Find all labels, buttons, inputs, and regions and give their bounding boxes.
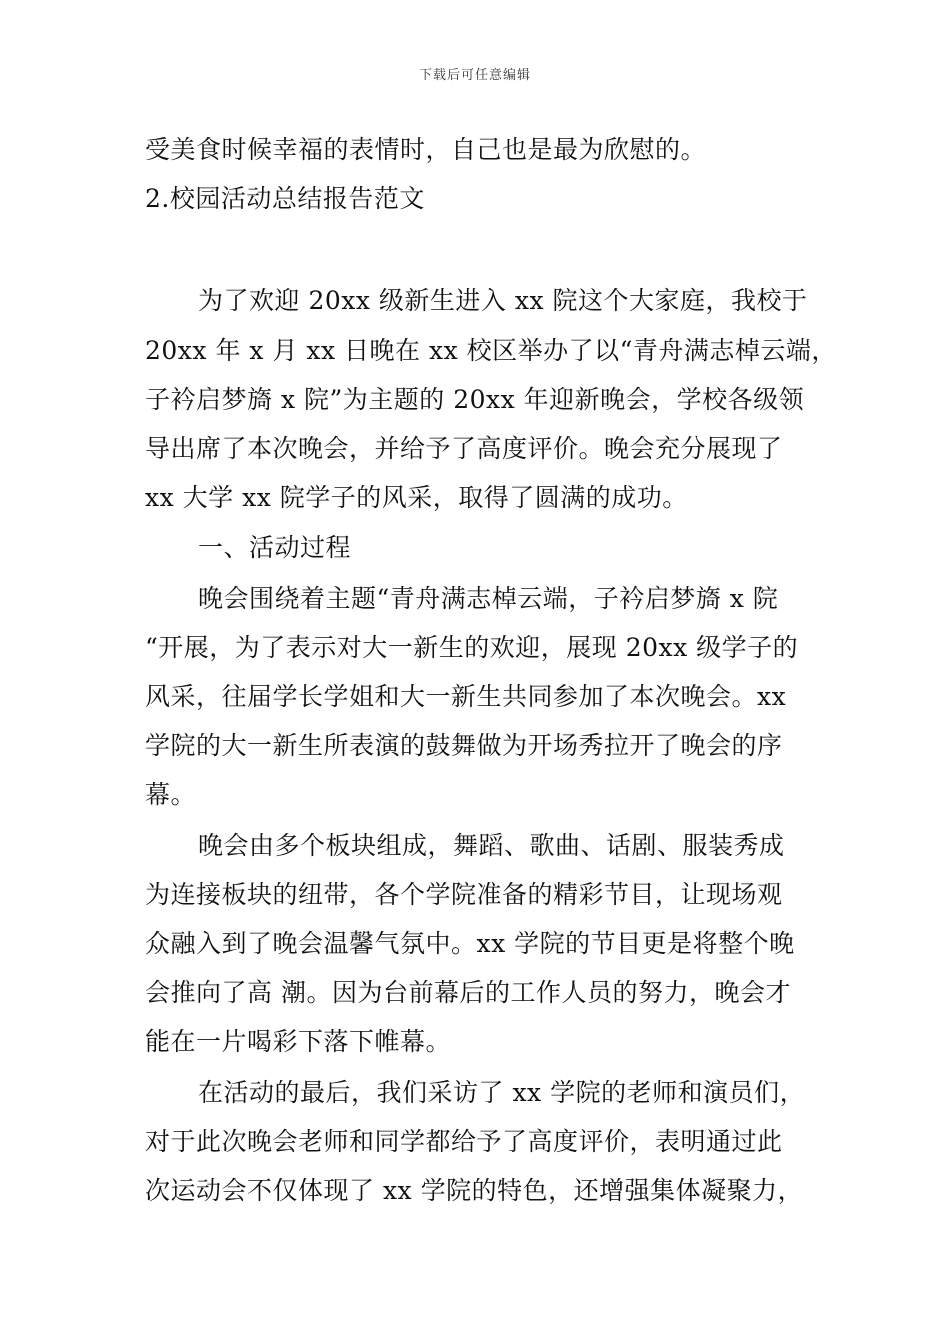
page-header: 下载后可任意编辑 [418,68,531,83]
text-line: 风采，往届学长学姐和大一新生共同参加了本次晚会。xx [145,682,787,711]
text-line: 晚会由多个板块组成，舞蹈、歌曲、话剧、服装秀成 [198,831,785,860]
text-line: 能在一片喝彩下落下帷幕。 [145,1027,452,1056]
section-heading: 2.校园活动总结报告范文 [145,184,425,213]
text-line: 对于此次晚会老师和同学都给予了高度评价，表明通过此 [145,1127,783,1156]
text-line: 会推向了高 潮。因为台前幕后的工作人员的努力，晚会才 [145,978,791,1007]
text-line: 子衿启梦旖 x 院”为主题的 20xx 年迎新晚会，学校各级领 [145,385,805,414]
text-line: 次运动会不仅体现了 xx 学院的特色，还增强集体凝聚力， [145,1176,804,1205]
text-line: 晚会围绕着主题“青舟满志棹云端，子衿启梦旖 x 院 [198,584,779,613]
text-line: 幕。 [145,780,197,809]
text-line: “开展，为了表示对大一新生的欢迎，展现 20xx 级学子的 [145,633,799,662]
subsection-heading: 一、活动过程 [198,533,352,562]
text-line: 受美食时候幸福的表情时，自己也是最为欣慰的。 [145,135,707,164]
text-line: 导出席了本次晚会，并给予了高度评价。晚会充分展现了 [145,434,783,463]
text-line: xx 大学 xx 院学子的风采，取得了圆满的成功。 [145,483,688,512]
text-line: 20xx 年 x 月 xx 日晚在 xx 校区举办了以“青舟满志棹云端， [145,336,837,365]
text-line: 为连接板块的纽带，各个学院准备的精彩节目，让现场观 [145,880,783,909]
text-line: 在活动的最后，我们采访了 xx 学院的老师和演员们， [198,1078,806,1107]
text-line: 为了欢迎 20xx 级新生进入 xx 院这个大家庭，我校于 [198,286,808,315]
text-line: 学院的大一新生所表演的鼓舞做为开场秀拉开了晚会的序 [145,731,783,760]
text-line: 众融入到了晚会温馨气氛中。xx 学院的节目更是将整个晚 [145,929,795,958]
